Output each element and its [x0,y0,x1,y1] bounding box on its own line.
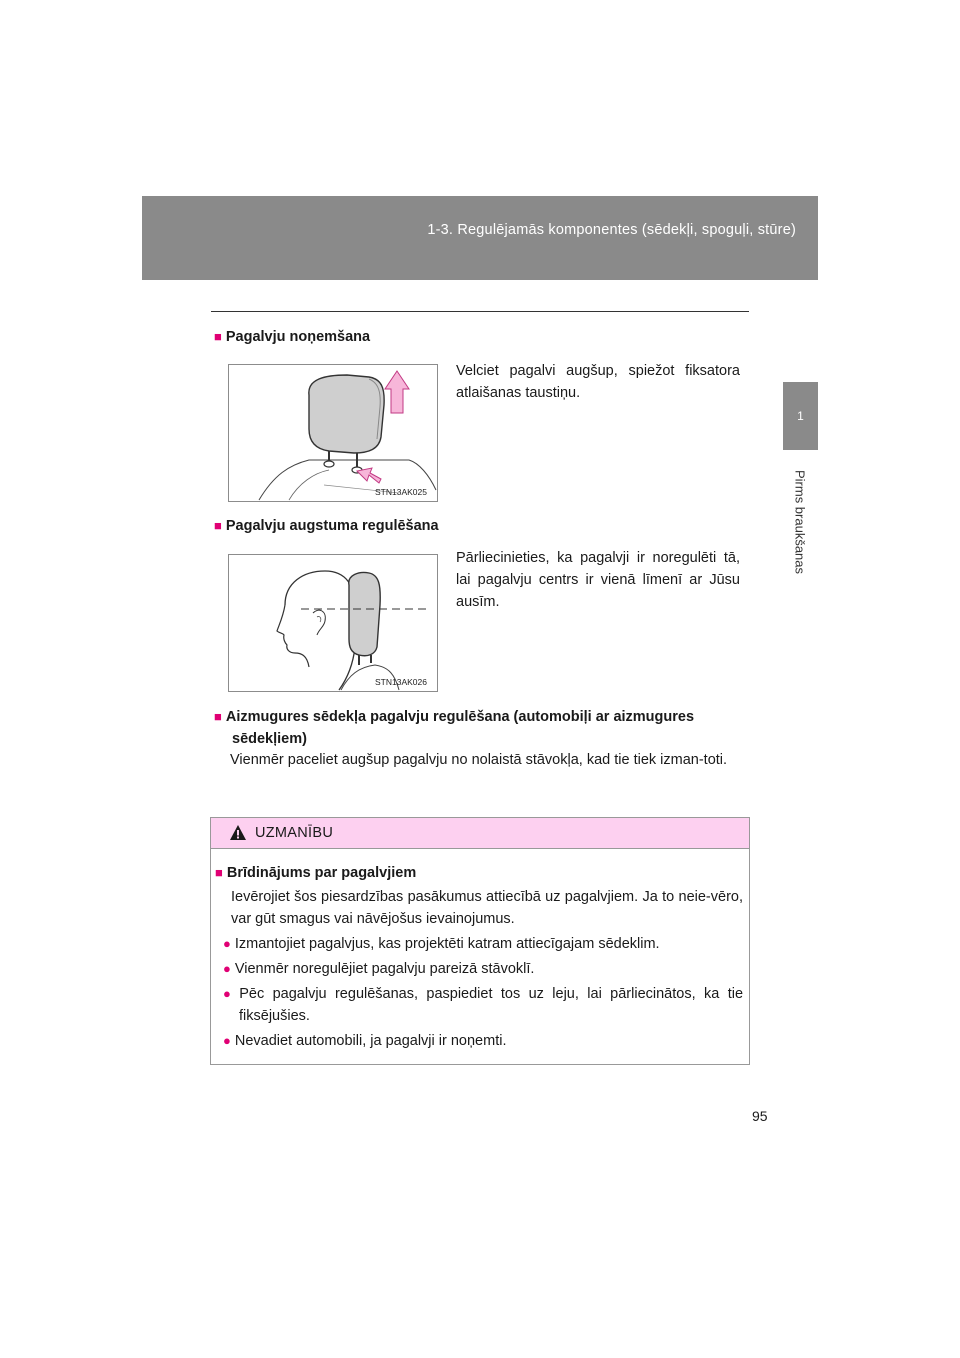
section-heading-text: Aizmugures sēdekļa pagalvju regulēšana (automobiļi ar aizmugures sēdekļiem) [225,709,695,747]
caution-heading [215,862,416,884]
headrest-removal-illustration [229,365,437,501]
square-bullet-icon: ■ [214,709,222,724]
chapter-header [142,196,818,280]
chapter-header-title: 1-3. Regulējamās komponentes (sēdekļi, spoguļi, stūre) [427,222,796,238]
caution-item [223,1030,743,1052]
circle-bullet-icon: ● [223,961,231,976]
section-text-rear: Vienmēr paceliet augšup pagalvju no nolaistā stāvokļa, kad tie tiek izman-toti. [230,752,728,768]
section-heading-text: Pagalvju noņemšana [225,329,371,345]
caution-item-text: Izmantojiet pagalvjus, kas projektēti katram attiecīgajam sēdeklim. [234,936,660,952]
caution-item [223,933,743,955]
circle-bullet-icon: ● [223,986,236,1001]
warning-triangle-icon [229,824,247,841]
caution-item-text: Nevadiet automobili, ja pagalvji ir noņemti. [234,1033,507,1049]
section-heading-removal [214,329,370,345]
figure-code: STN13AK025 [375,487,427,497]
chapter-side-label: Pirms braukšanas [792,469,808,575]
chapter-tab-number: 1 [783,382,818,450]
figure-headrest-height [228,554,438,692]
caution-item-text: Pēc pagalvju regulēšanas, paspiediet tos uz leju, lai pārliecinātos, ka tie fiksējušies. [239,986,744,1024]
caution-header [211,818,749,849]
figure-code: STN13AK026 [375,677,427,687]
section-heading-text: Pagalvju augstuma regulēšana [225,518,439,534]
square-bullet-icon: ■ [214,329,222,344]
circle-bullet-icon: ● [223,1033,231,1048]
caution-intro: Ievērojiet šos piesardzības pasākumus attiecībā uz pagalvjiem. Ja to neie-vēro, var gūt smagus vai nāvējošus ievainojumus. [231,889,743,927]
section-heading-rear [214,706,740,750]
square-bullet-icon: ■ [214,518,222,533]
caution-item-text: Vienmēr noregulējiet pagalvju pareizā stāvoklī. [234,961,535,977]
headrest-height-illustration [229,555,437,691]
section-text-height: Pārliecinieties, ka pagalvji ir noregulēti tā, lai pagalvju centrs ir vienā līmenī ar Jūsu ausīm. [456,550,740,610]
section-text-removal: Velciet pagalvi augšup, spiežot fiksatora atlaišanas taustiņu. [456,363,740,401]
page-number: 95 [752,1108,768,1124]
square-bullet-icon: ■ [215,865,223,880]
caution-box [210,817,750,1065]
circle-bullet-icon: ● [223,936,231,951]
section-heading-height [214,518,439,534]
caution-heading-text: Brīdinājums par pagalvjiem [226,865,417,881]
figure-headrest-removal [228,364,438,502]
caution-item [223,958,743,980]
top-rule [211,311,749,312]
caution-title: UZMANĪBU [255,825,334,841]
caution-item [223,983,743,1027]
